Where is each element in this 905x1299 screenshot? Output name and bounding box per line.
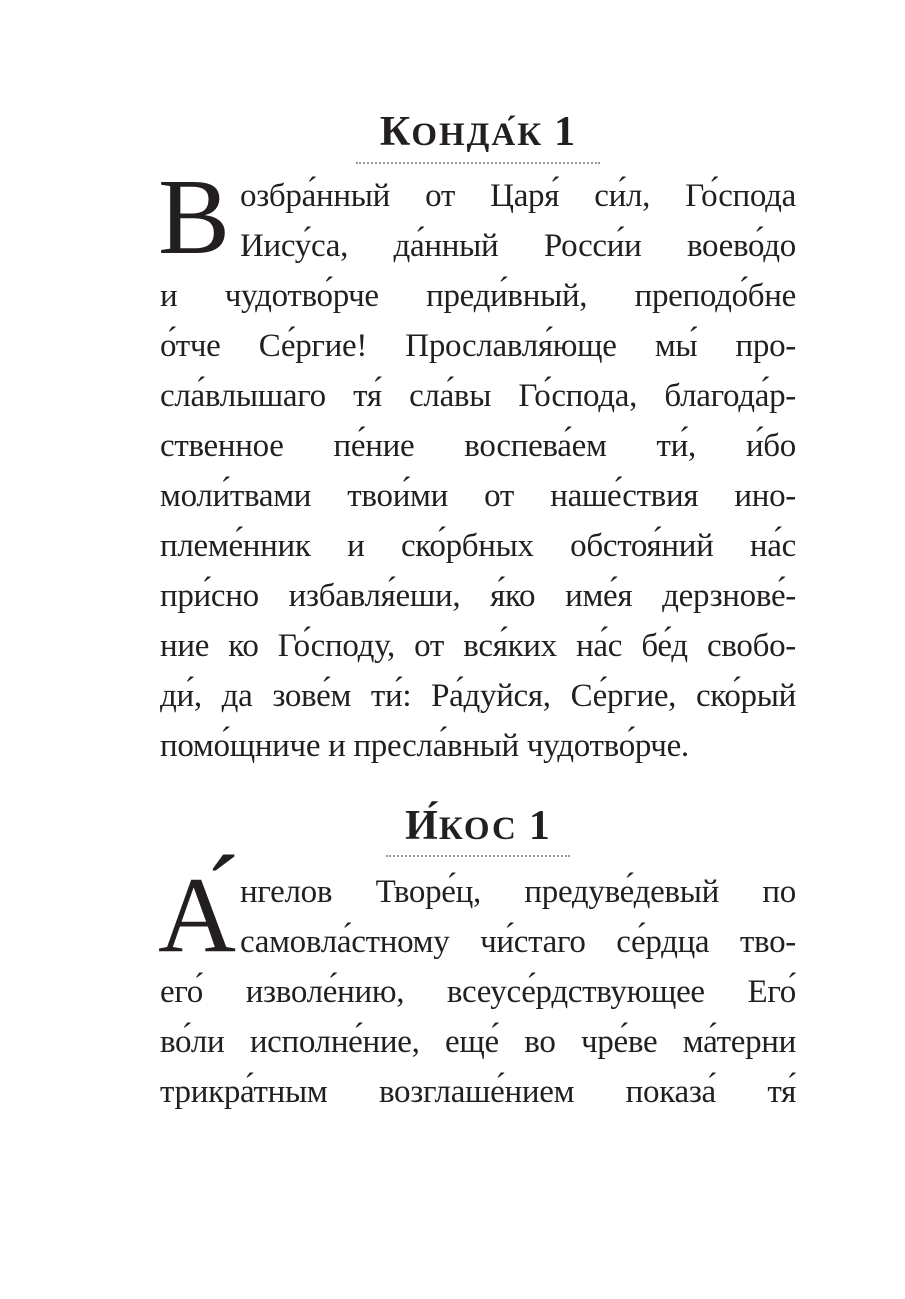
text-line: самовла́стному чи́стаго се́рдца тво-: [240, 924, 796, 960]
text-line: сла́влышаго тя́ сла́вы Го́спода, благода́р-: [160, 378, 796, 414]
text-line: нгелов Творе́ц, предуве́девый по: [240, 874, 796, 910]
section-heading-ikos: [160, 803, 796, 849]
heading-divider: [386, 855, 570, 857]
heading-initial: И́: [405, 803, 439, 849]
text-line: помо́щниче и пресла́вный чудотво́рче.: [160, 728, 689, 764]
text-line: племе́нник и ско́рбных обстоя́ний на́с: [160, 528, 796, 564]
heading-divider: [356, 162, 600, 164]
text-line: ди́, да зове́м ти́: Ра́дуйся, Се́ргие, ско́рый: [160, 678, 796, 714]
drop-cap: В: [158, 158, 231, 277]
text-line: во́ли исполне́ние, еще́ во чре́ве ма́терни: [160, 1024, 796, 1060]
heading-number: 1: [554, 109, 577, 155]
heading-rest: ОНДА́К: [411, 117, 544, 153]
drop-cap: А́: [158, 856, 236, 975]
text-line: озбра́нный от Царя́ си́л, Го́спода: [240, 178, 796, 214]
text-line: о́тче Се́ргие! Прославля́юще мы́ про-: [160, 328, 796, 364]
text-line: моли́твами твои́ми от наше́ствия ино-: [160, 478, 796, 514]
heading-initial: К: [379, 109, 412, 155]
text-line: и чудотво́рче преди́вный, преподо́бне: [160, 278, 796, 314]
heading-rest: КОС: [438, 811, 518, 847]
text-line: Иису́са, да́нный Росси́и воево́до: [240, 228, 796, 264]
text-line: ственное пе́ние воспева́ем ти́, и́бо: [160, 428, 796, 464]
text-line: ние ко Го́споду, от вся́ких на́с бе́д свобо-: [160, 628, 796, 664]
text-line: его́ изволе́нию, всеусе́рдствующее Его́: [160, 974, 796, 1010]
text-line: трикра́тным возглаше́нием показа́ тя́: [160, 1074, 796, 1110]
text-line: при́сно избавля́еши, я́ко име́я дерзнове́-: [160, 578, 796, 614]
section-heading-kondak: [160, 109, 796, 155]
heading-number: 1: [528, 803, 551, 849]
